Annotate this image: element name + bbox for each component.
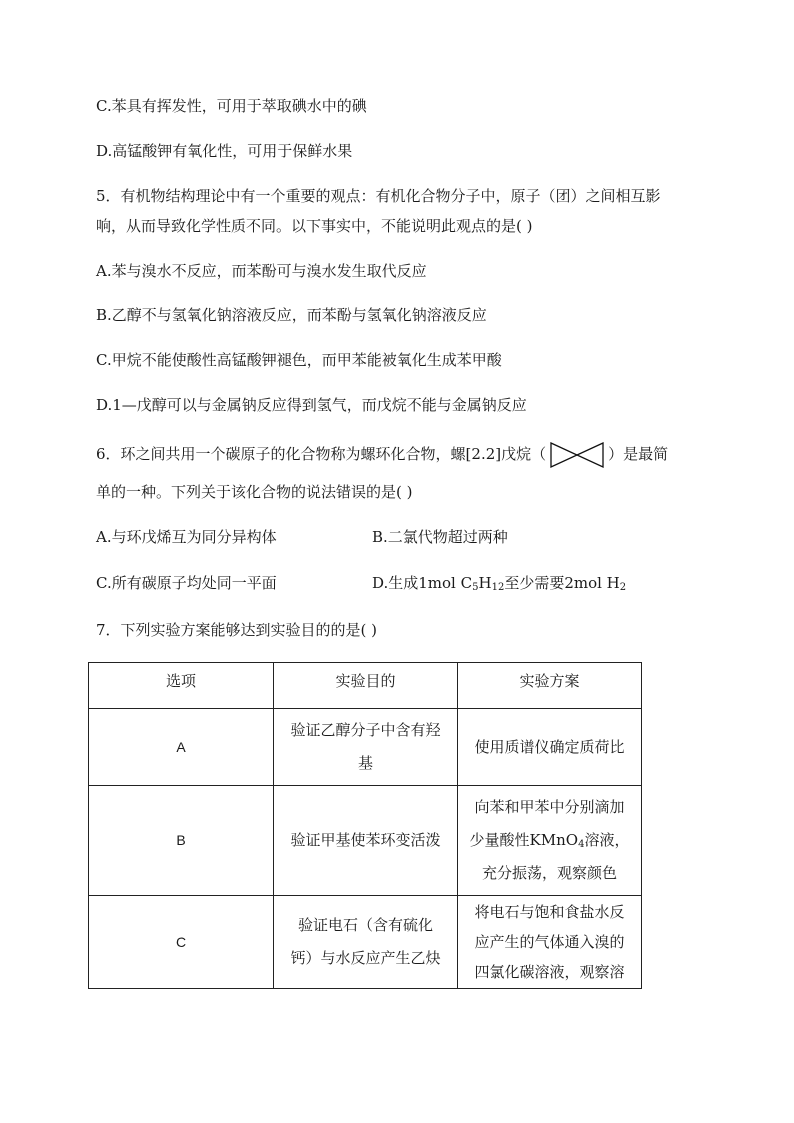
row-c-purpose-line: 验证电石（含有硫化 [297,916,433,934]
row-b-purpose-line: 验证甲基使苯环变活泼 [290,831,441,849]
row-c-plan-line: 将电石与饱和食盐水反 [474,903,625,921]
row-c-option: C [89,896,274,989]
row-c-plan-line: 应产生的气体通入溴的 [474,933,625,951]
q5-option-c: C.甲烷不能使酸性高锰酸钾褪色，而甲苯能被氧化生成苯甲酸 [96,351,502,369]
header-plan: 实验方案 [458,663,642,709]
q6-option-d-sub-h: 12 [491,582,505,593]
row-b-plan [458,786,642,896]
q6-stem-line2: 单的一种。下列关于该化合物的说法错误的是( ) [96,483,413,501]
q6-option-c: C.所有碳原子均处同一平面 [96,574,277,592]
q6-option-a: A.与环戊烯互为同分异构体 [96,528,277,546]
q6-option-d [372,572,626,594]
q5-option-d: D.1—戊醇可以与金属钠反应得到氢气，而戊烷不能与金属钠反应 [96,396,527,414]
row-b-plan-kmno-suffix: 溶液， [584,831,630,849]
row-b-plan-kmno-prefix: 少量酸性KMnO [469,831,579,849]
row-c-purpose [274,896,458,989]
option-c-prev: C.苯具有挥发性，可用于萃取碘水中的碘 [96,97,367,115]
table-row [89,786,642,896]
q6-option-d-sub-h2: 2 [619,582,627,593]
table-row [89,709,642,786]
q5-option-a: A.苯与溴水不反应，而苯酚可与溴水发生取代反应 [96,262,427,280]
q6-stem-line1-before: 6．环之间共用一个碳原子的化合物称为螺环化合物，螺[2.2]戊烷（ [96,445,547,463]
row-a-purpose-line: 基 [357,754,373,772]
row-a-purpose-line: 验证乙醇分子中含有羟 [290,721,441,739]
q7-stem: 7．下列实验方案能够达到实验目的的是( ) [96,621,378,639]
row-b-plan-line: 向苯和甲苯中分别滴加 [474,798,625,816]
q5-stem-line2: 响，从而导致化学性质不同。以下事实中，不能说明此观点的是( ) [96,217,533,235]
table-row [89,896,642,989]
q6-option-d-mid: 至少需要2mol H [504,574,620,592]
row-c-plan [458,896,642,989]
table-header-row [89,663,642,709]
q5-stem-line1: 5．有机物结构理论中有一个重要的观点：有机化合物分子中，原子（团）之间相互影 [96,187,661,205]
q6-option-d-prefix: D.生成1mol C [372,574,473,592]
q6-option-b: B.二氯代物超过两种 [372,528,508,546]
header-option: 选项 [89,663,274,709]
q6-stem [96,440,668,470]
header-purpose: 实验目的 [274,663,458,709]
experiment-table [88,662,642,989]
row-a-plan-line: 使用质谱仪确定质荷比 [474,737,625,756]
row-a-option: A [89,709,274,786]
row-c-purpose-line: 钙）与水反应产生乙炔 [290,949,441,967]
q6-option-d-sub-c: 5 [472,582,479,593]
q5-option-b: B.乙醇不与氢氧化钠溶液反应，而苯酚与氢氧化钠溶液反应 [96,306,487,324]
row-b-option: B [89,786,274,896]
row-b-plan-line: 充分振荡，观察颜色 [481,864,617,882]
row-b-plan-kmno-sub: 4 [578,839,585,850]
row-c-plan-line: 四氯化碳溶液，观察溶 [474,963,625,981]
row-b-purpose [274,786,458,896]
spiropentane-structure-icon [548,440,606,470]
q6-option-d-h: H [478,574,492,592]
row-a-purpose [274,709,458,786]
row-b-plan-line [466,824,633,857]
row-a-plan [458,709,642,786]
option-d-prev: D.高锰酸钾有氧化性，可用于保鲜水果 [96,142,353,160]
q6-stem-line1-after: ）是最简 [608,445,669,463]
